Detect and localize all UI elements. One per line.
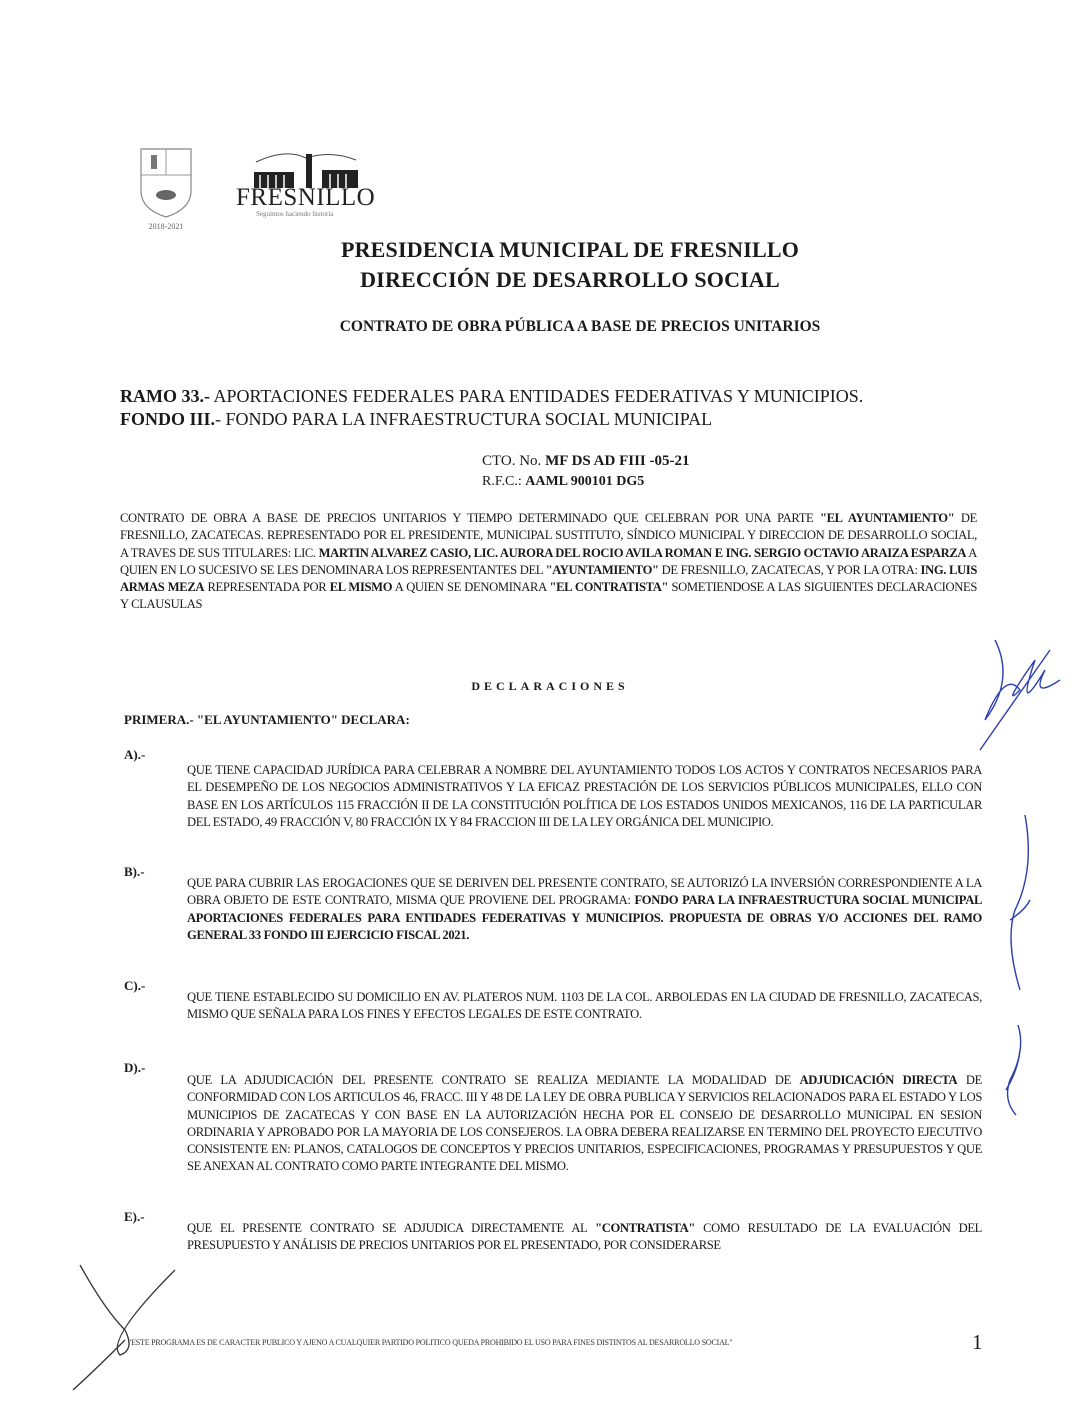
text-segment: CONTRATO DE OBRA A BASE DE PRECIOS UNITARIOS Y TIEMPO DETERMINADO QUE CELEBRAN POR UNA PARTE <box>120 511 820 525</box>
page-subtitle: DIRECCIÓN DE DESARROLLO SOCIAL <box>360 267 780 292</box>
page-title: PRESIDENCIA MUNICIPAL DE FRESNILLO <box>340 237 800 262</box>
text-segment: QUE LA ADJUDICACIÓN DEL PRESENTE CONTRATO SE REALIZA MEDIANTE LA MODALIDAD DE <box>187 1073 800 1087</box>
section-label: C).- <box>124 978 146 993</box>
primera-heading: PRIMERA.- "EL AYUNTAMIENTO" DECLARA: <box>124 712 410 727</box>
section-label: A).- <box>124 747 146 762</box>
bold-text-segment: MARTIN ALVAREZ CASIO, LIC. AURORA DEL ROCIO AVILA ROMAN E ING. SERGIO OCTAVIO ARAIZA ESPARZA <box>318 545 967 560</box>
text-segment: QUE EL PRESENTE CONTRATO SE ADJUDICA DIRECTAMENTE AL <box>187 1221 596 1235</box>
text-segment: SOMETIENDOSE A LAS SIGUIENTES DECLARACIONES Y CLAUSULAS <box>120 580 977 612</box>
contract-type-heading: CONTRATO DE OBRA PÚBLICA A BASE DE PRECIOS UNITARIOS <box>339 318 821 335</box>
rfc-value: AAML 900101 DG5 <box>525 474 645 489</box>
contract-number <box>482 453 690 470</box>
text-segment: A QUIEN EN LO SUCESIVO SE LES DENOMINARA LOS REPRESENTANTES DEL <box>120 545 977 577</box>
page-number: 1 <box>972 1330 983 1354</box>
signature-scribble-top-icon <box>975 630 1065 760</box>
bold-text-segment: ADJUDICACIÓN DIRECTA <box>799 1073 958 1087</box>
declarations-heading: DECLARACIONES <box>471 679 629 693</box>
section-paragraph <box>187 1220 982 1255</box>
section-paragraph <box>187 762 982 831</box>
bold-text-segment: FONDO PARA LA INFRAESTRUCTURA SOCIAL MUNICIPAL APORTACIONES FEDERALES PARA ENTIDADES FEDERATIVAS Y MUNICIPIOS. PROPUESTA DE OBRAS Y/O ACCIONES DEL RAMO GENERAL 33 FONDO III EJERCICIO FISCAL 2021. <box>187 893 983 942</box>
cto-label: CTO. No. <box>482 453 546 469</box>
cto-value: MF DS AD FIII -05-21 <box>545 453 690 469</box>
text-segment: DE FRESNILLO, ZACATECAS. REPRESENTADO POR EL PRESIDENTE, MUNICIPAL SUSTITUTO, SÍNDICO MUNICIPAL Y DIRECCION DE DESARROLLO SOCIAL, A TRAVES DE SUS TITULARES: LIC. <box>120 511 977 560</box>
intro-paragraph <box>120 510 977 614</box>
section-label: D).- <box>124 1060 146 1075</box>
fondo-line <box>120 409 712 430</box>
section-paragraph <box>187 989 982 1024</box>
text-segment: DE FRESNILLO, ZACATECAS, Y POR LA OTRA: <box>658 562 921 577</box>
ramo-text: APORTACIONES FEDERALES PARA ENTIDADES FEDERATIVAS Y MUNICIPIOS. <box>209 386 864 406</box>
ramo-line <box>120 386 863 407</box>
bold-text-segment: "AYUNTAMIENTO" <box>545 562 659 577</box>
section-label: E).- <box>124 1209 145 1224</box>
logo-text: FRESNILLO <box>236 184 376 211</box>
section-paragraph <box>187 875 982 944</box>
signature-loop-icon <box>1000 810 1040 1000</box>
text-segment: QUE TIENE ESTABLECIDO SU DOMICILIO EN AV. PLATEROS NUM. 1103 DE LA COL. ARBOLEDAS EN LA CIUDAD DE FRESNILLO, ZACATECAS, MISMO QUE SEÑALA PARA LOS FINES Y EFECTOS LEGALES DE ESTE CONTRATO. <box>187 990 982 1022</box>
footer-disclaimer: "ESTE PROGRAMA ES DE CARACTER PUBLICO Y AJENO A CUALQUIER PARTIDO POLITICO QUEDA PROHIBIDO EL USO PARA FINES DISTINTOS AL DESARROLLO SOCIAL" <box>128 1338 733 1347</box>
text-segment: REPRESENTADA POR <box>204 580 330 595</box>
logo-tagline: Seguimos haciendo historia <box>256 210 334 218</box>
fondo-text: - FONDO PARA LA INFRAESTRUCTURA SOCIAL MUNICIPAL <box>215 409 713 429</box>
signature-initial-icon <box>998 1020 1038 1120</box>
bold-text-segment: "EL CONTRATISTA" <box>549 580 669 595</box>
seal-icon <box>133 143 199 233</box>
fresnillo-logo <box>236 148 378 220</box>
text-segment: COMO RESULTADO DE LA EVALUACIÓN DEL PRESUPUESTO Y ANÁLISIS DE PRECIOS UNITARIOS POR EL PRESENTADO, POR CONSIDERARSE <box>187 1221 983 1253</box>
svg-text:2018-2021: 2018-2021 <box>148 222 184 231</box>
text-segment: DE CONFORMIDAD CON LOS ARTICULOS 46, FRACC. III Y 48 DE LA LEY DE OBRA PUBLICA Y SERVICIOS RELACIONADOS PARA EL ESTADO Y LOS MUNICIPIOS DE ZACATECAS Y CON BASE EN LA AUTORIZACIÓN HECHA POR EL CONSEJO DE DESARROLLO MUNICIPAL EN SESION ORDINARIA Y APROBADO POR LA MAYORIA DE LOS CONSEJEROS. LA OBRA DEBERA REALIZARSE EN TERMINO DEL PROYECTO EJECUTIVO CONSISTENTE EN: PLANOS, CATALOGOS DE CONCEPTOS Y PRECIOS UNITARIOS, ESPECIFICACIONES, PROGRAMAS Y PRESUPUESTOS Y QUE SE ANEXAN AL CONTRATO COMO PARTE INTEGRANTE DEL MISMO. <box>187 1073 983 1174</box>
ramo-label: RAMO 33.- <box>120 386 210 406</box>
bold-text-segment: EL MISMO <box>329 580 393 595</box>
text-segment: QUE PARA CUBRIR LAS EROGACIONES QUE SE DERIVEN DEL PRESENTE CONTRATO, SE AUTORIZÓ LA INVERSIÓN CORRESPONDIENTE A LA OBRA OBJETO DE ESTE CONTRATO, MISMA QUE PROVIENE DEL PROGRAMA: <box>187 876 982 908</box>
municipal-seal-logo <box>133 143 199 233</box>
section-label: B).- <box>124 864 145 879</box>
bold-text-segment: "CONTRATISTA" <box>595 1221 696 1235</box>
bold-text-segment: ING. LUIS ARMAS MEZA <box>120 562 977 595</box>
rfc <box>482 474 644 490</box>
rfc-label: R.F.C.: <box>482 474 526 489</box>
section-paragraph <box>187 1072 982 1176</box>
text-segment: QUE TIENE CAPACIDAD JURÍDICA PARA CELEBRAR A NOMBRE DEL AYUNTAMIENTO TODOS LOS ACTOS Y CONTRATOS NECESARIOS PARA EL DESEMPEÑO DE LOS NEGOCIOS ADMINISTRATIVOS Y LA EFICAZ PRESTACIÓN DE LOS SERVICIOS PÚBLICOS MUNICIPALES, ELLO CON BASE EN LOS ARTÍCULOS 115 FRACCIÓN II DE LA CONSTITUCIÓN POLÍTICA DE LOS ESTADOS UNIDOS MEXICANOS, 116 DE LA PARTICULAR DEL ESTADO, 49 FRACCIÓN V, 80 FRACCIÓN IX Y 84 FRACCION III DE LA LEY ORGÁNICA DEL MUNICIPIO. <box>187 763 982 829</box>
signature-bottom-left-icon <box>65 1260 185 1395</box>
fondo-label: FONDO III. <box>120 409 216 429</box>
bold-text-segment: "EL AYUNTAMIENTO" <box>819 511 955 525</box>
text-segment: A QUIEN SE DENOMINARA <box>392 580 550 595</box>
